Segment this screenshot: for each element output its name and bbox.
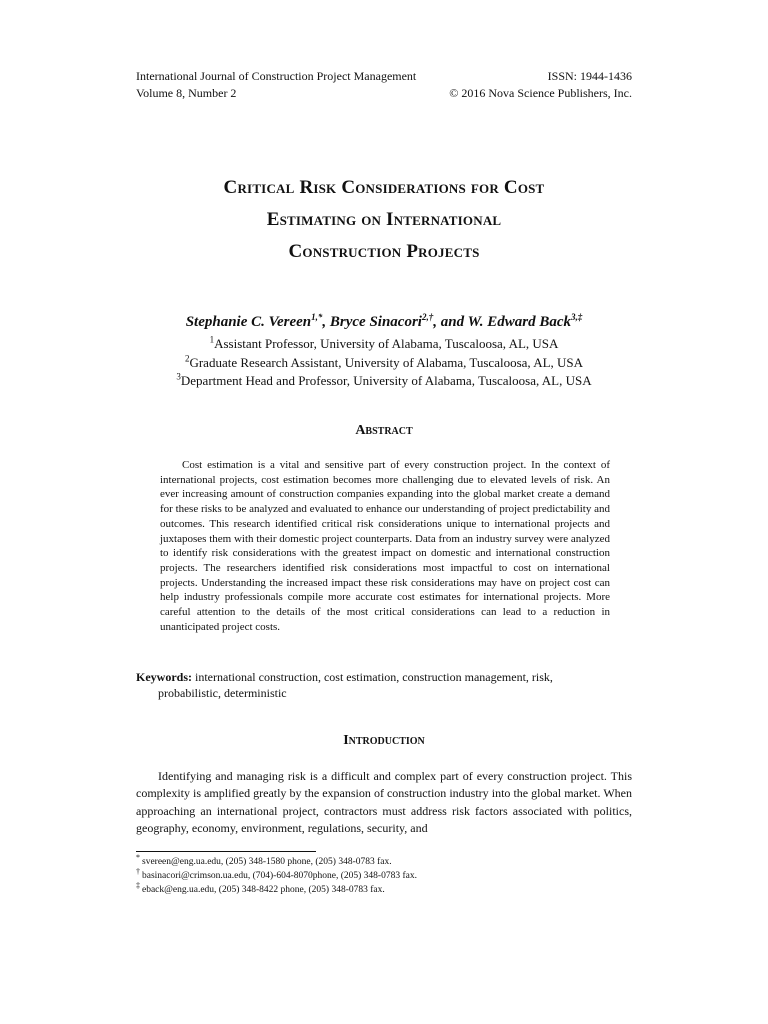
footnote-rule	[136, 851, 316, 852]
affiliations	[100, 335, 668, 391]
affiliation	[100, 335, 668, 354]
title-line: Estimating on International	[266, 209, 502, 230]
affiliation	[100, 354, 668, 373]
title-line: Construction Projects	[288, 241, 480, 262]
author-sup: 2,†	[421, 312, 434, 322]
volume-number: Volume 8, Number 2	[136, 86, 237, 100]
keywords	[136, 669, 632, 701]
journal-header	[136, 68, 632, 102]
author-name: Bryce Sinacori	[329, 314, 422, 330]
title-line: Critical Risk Considerations for Cost	[223, 177, 545, 198]
affiliation-sup: 2	[184, 353, 190, 364]
footnote-text: eback@eng.ua.edu, (205) 348-8422 phone, (205) 348-0783 fax.	[142, 885, 385, 895]
author-list	[100, 314, 668, 331]
footnote	[136, 866, 632, 883]
author-sup: 1,*	[311, 312, 323, 322]
introduction-text: Identifying and managing risk is a difficult and complex part of every construction project. This complexity is amplified greatly by the expansion of construction industry into the global market. When approaching an international project, contractors must address risk factors associated with politics, geography, economy, environment, regulations, security, and	[136, 769, 632, 835]
author-sep: ,	[322, 314, 330, 330]
footnote	[136, 880, 632, 897]
footnote-mark: *	[136, 852, 140, 862]
author-name: Stephanie C. Vereen	[185, 314, 312, 330]
footnote-text: basinacori@crimson.ua.edu, (704)-604-8070phone, (205) 348-0783 fax.	[142, 871, 417, 881]
copyright: © 2016 Nova Science Publishers, Inc.	[449, 86, 632, 100]
affiliation-sup: 1	[209, 334, 215, 345]
footnote-text: svereen@eng.ua.edu, (205) 348-1580 phone, (205) 348-0783 fax.	[142, 857, 392, 867]
paper-title	[100, 172, 668, 268]
author-sup: 3,‡	[571, 312, 583, 322]
footnotes	[136, 852, 632, 897]
affiliation-text: Department Head and Professor, University of Alabama, Tuscaloosa, AL, USA	[180, 373, 592, 388]
footnote-mark: ‡	[136, 880, 140, 890]
author-sep: , and	[433, 314, 468, 330]
affiliation-text: Graduate Research Assistant, University of Alabama, Tuscaloosa, AL, USA	[189, 354, 584, 370]
keywords-line2: probabilistic, deterministic	[158, 686, 287, 700]
affiliation-text: Assistant Professor, University of Alabama, Tuscaloosa, AL, USA	[214, 336, 559, 351]
affiliation	[100, 372, 668, 391]
footnote-mark: †	[136, 866, 140, 876]
abstract-text: Cost estimation is a vital and sensitive part of every construction project. In the context of international projects, cost estimation becomes more challenging due to elevated levels of risk. An ever increasing amount of construction companies expanding into the global market create a demand for these risks to be analyzed and evaluated to enhance our understanding of project predictability and outcomes. This research identified critical risk considerations unique to international projects and juxtaposes them with their domestic project counterparts. Data from an industry survey were analyzed to identify risk considerations with the greatest impact on domestic and international construction projects. The researchers identified risk considerations most impactful to cost on international projects. Understanding the increased impact these risk considerations may have on project cost can help industry professionals compile more accurate cost estimates for international projects. More careful attention to the details of the most critical considerations can lead to a reduction in unanticipated project costs.	[160, 459, 610, 633]
footnote	[136, 852, 632, 869]
keywords-line1: international construction, cost estimation, construction management, risk,	[195, 670, 553, 684]
abstract-heading: Abstract	[355, 423, 413, 438]
affiliation-sup: 3	[176, 371, 181, 382]
keywords-label: Keywords:	[136, 670, 192, 684]
journal-name: International Journal of Construction Project Management	[136, 69, 417, 83]
introduction-heading: Introduction	[343, 733, 425, 748]
issn: ISSN: 1944-1436	[547, 69, 632, 83]
author-name: W. Edward Back	[467, 314, 572, 330]
